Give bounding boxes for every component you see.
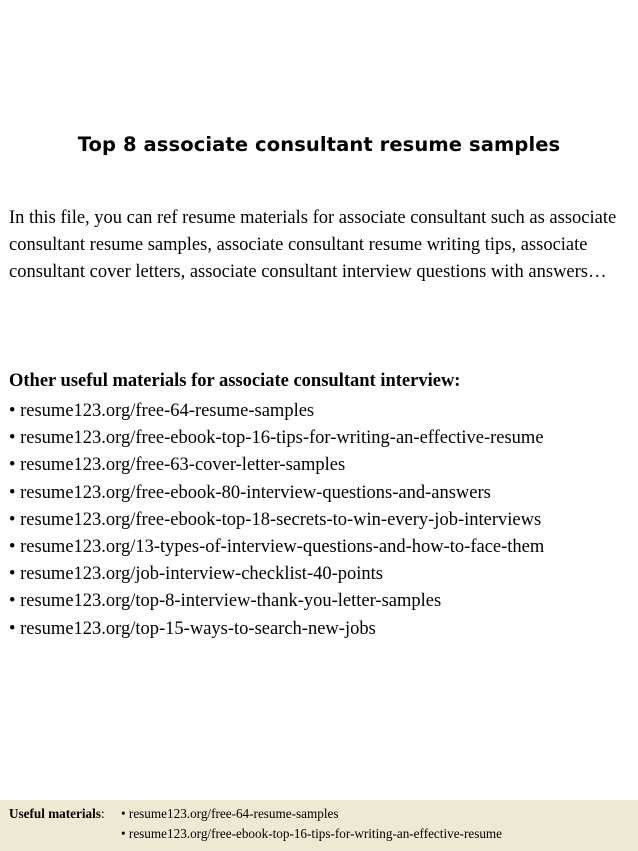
footer-link[interactable]: resume123.org/free-64-resume-samples xyxy=(128,806,339,821)
bullet: • xyxy=(9,618,16,639)
material-link[interactable]: resume123.org/free-63-cover-letter-samples xyxy=(20,455,346,476)
list-item xyxy=(9,480,544,507)
footer-label-separator: : xyxy=(100,806,105,821)
footer-link[interactable]: resume123.org/free-ebook-top-16-tips-for-writing-an-effective-resume xyxy=(128,826,503,841)
intro-paragraph: In this file, you can ref resume materials for associate consultant such as associate consultant resume samples, associate consultant resume writing tips, associate consultant cover letters, associate consultant interview questions with answers… xyxy=(9,208,617,282)
bullet: • xyxy=(9,455,16,476)
material-link[interactable]: resume123.org/top-15-ways-to-search-new-jobs xyxy=(20,618,376,639)
bullet: • xyxy=(9,509,16,530)
list-item xyxy=(9,507,544,534)
footer-bar xyxy=(0,800,638,851)
list-item xyxy=(9,425,544,452)
other-materials-heading: Other useful materials for associate consultant interview: xyxy=(9,371,461,391)
bullet: • xyxy=(9,401,16,421)
material-link[interactable]: resume123.org/free-ebook-top-18-secrets-to-win-every-job-interviews xyxy=(20,509,542,530)
list-item xyxy=(9,561,544,588)
bullet: • xyxy=(9,537,16,558)
bullet: • xyxy=(9,591,16,612)
material-link[interactable]: resume123.org/free-64-resume-samples xyxy=(20,401,315,421)
list-item xyxy=(9,616,544,643)
material-link[interactable]: resume123.org/13-types-of-interview-questions-and-how-to-face-them xyxy=(20,537,545,558)
material-link[interactable]: resume123.org/free-ebook-80-interview-questions-and-answers xyxy=(20,482,491,503)
material-link[interactable]: resume123.org/free-ebook-top-16-tips-for-writing-an-effective-resume xyxy=(20,428,544,449)
list-item xyxy=(9,588,544,615)
bullet: • xyxy=(9,428,16,449)
bullet: • xyxy=(9,564,16,585)
list-item xyxy=(121,804,502,824)
list-item xyxy=(9,398,544,425)
list-item xyxy=(9,534,544,561)
bullet: • xyxy=(121,826,126,841)
page-title: Top 8 associate consultant resume samples xyxy=(77,133,561,157)
list-item xyxy=(121,824,502,844)
material-link[interactable]: resume123.org/top-8-interview-thank-you-letter-samples xyxy=(20,591,442,612)
footer-label-text: Useful materials xyxy=(9,806,101,821)
materials-link-list xyxy=(9,398,544,643)
list-item xyxy=(9,452,544,479)
bullet: • xyxy=(9,482,16,503)
bullet: • xyxy=(121,806,126,821)
footer-label xyxy=(9,804,105,824)
material-link[interactable]: resume123.org/job-interview-checklist-40-points xyxy=(20,564,384,585)
footer-link-list xyxy=(121,804,502,844)
